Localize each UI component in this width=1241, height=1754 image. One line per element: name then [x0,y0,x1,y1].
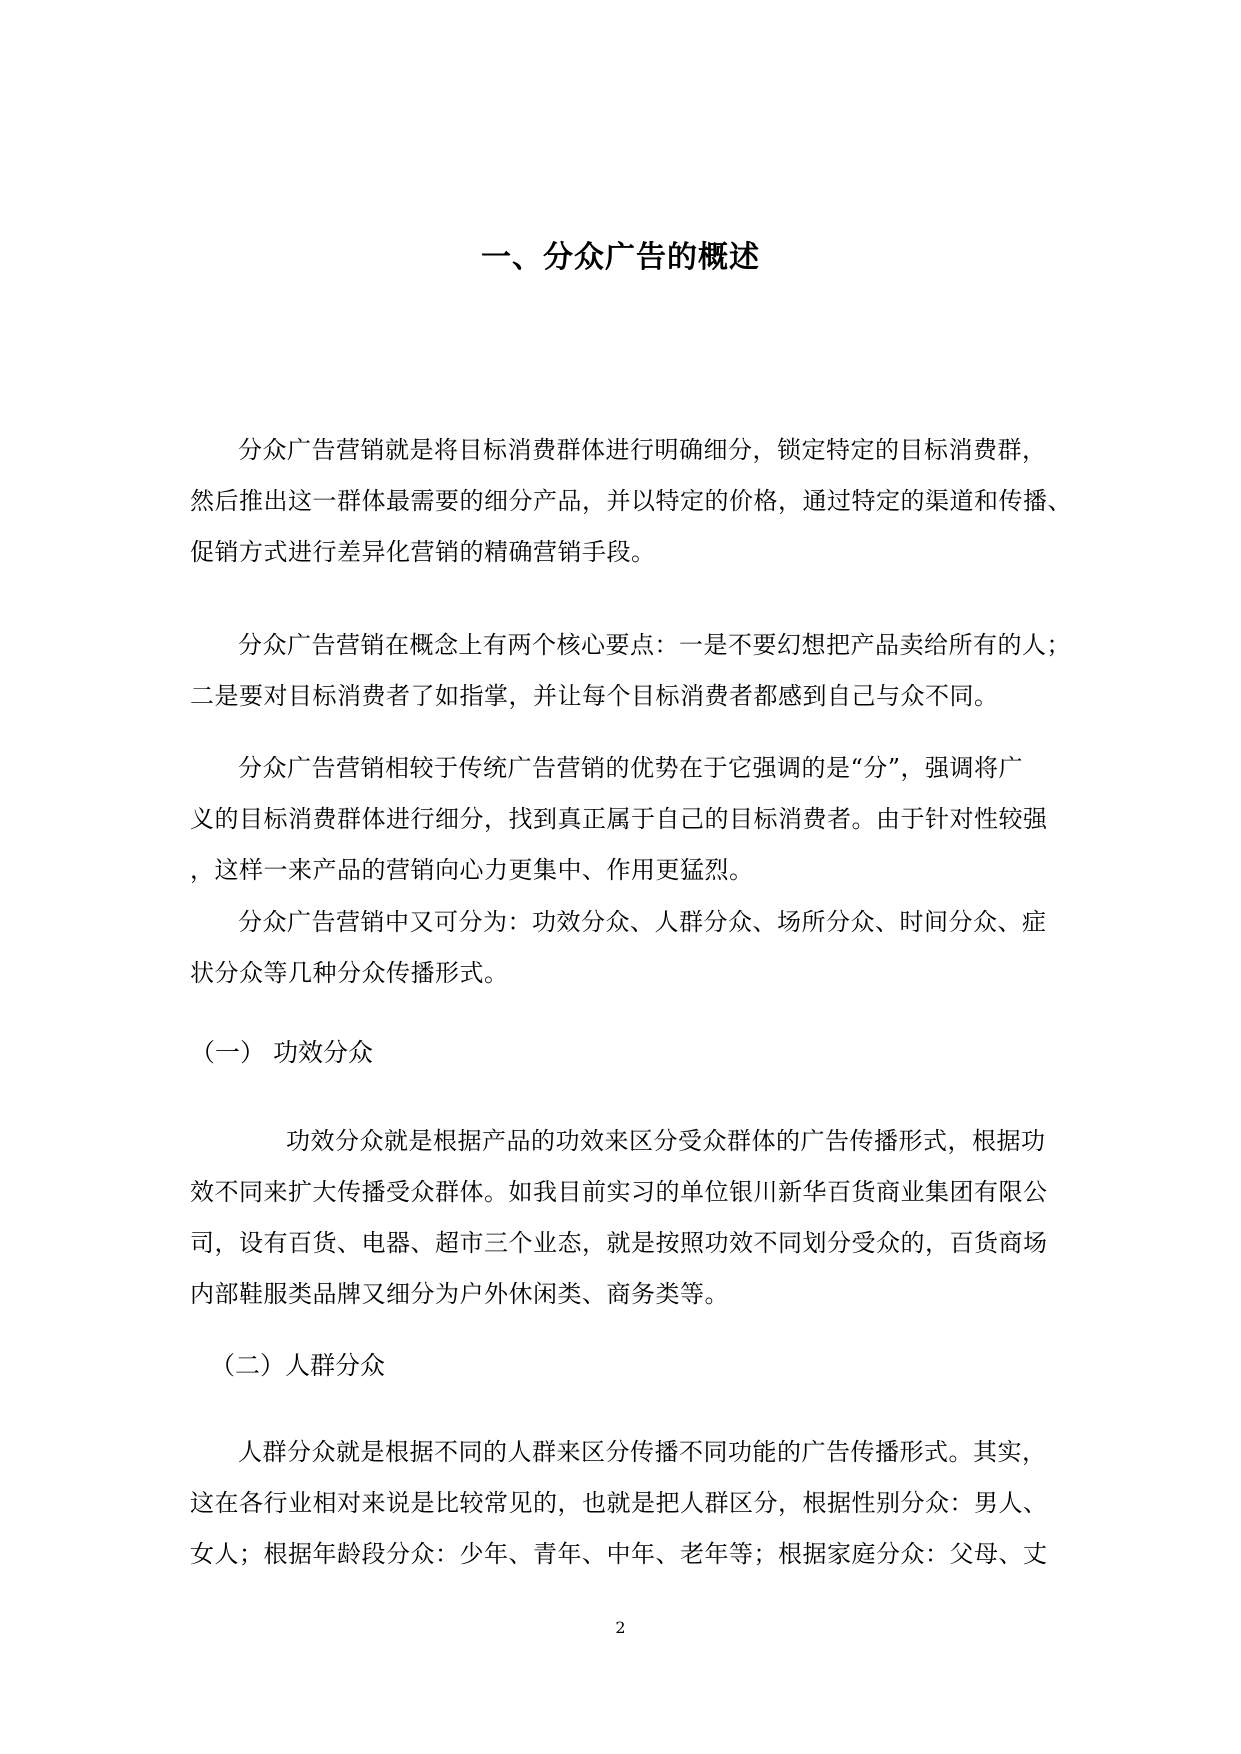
paragraph-core-points [190,620,1071,722]
paragraph-line: 效不同来扩大传播受众群体。如我目前实习的单位银川新华百货商业集团有限公 [190,1178,1048,1206]
paragraph-line: 促销方式进行差异化营销的精确营销手段。 [190,538,656,566]
page-title: 一、分众广告的概述 [481,240,760,275]
section-body-effect [190,1116,1052,1320]
paragraph-line: 分众广告营销在概念上有两个核心要点：一是不要幻想把产品卖给所有的人； [238,631,1071,659]
page-number: 2 [615,1618,626,1637]
paragraph-line: ，这样一来产品的营销向心力更集中、作用更猛烈。 [190,856,754,884]
paragraph-line: 人群分众就是根据不同的人群来区分传播不同功能的广告传播形式。其实， [238,1438,1047,1466]
section-body-crowd [190,1427,1052,1580]
paragraph-types [190,897,1052,999]
section-heading-crowd: （二）人群分众 [210,1351,386,1380]
paragraph-definition [190,425,1072,578]
paragraph-line: 分众广告营销就是将目标消费群体进行明确细分，锁定特定的目标消费群， [238,436,1047,464]
paragraph-line: 这在各行业相对来说是比较常见的，也就是把人群区分，根据性别分众：男人、 [190,1489,1048,1517]
paragraph-line: 内部鞋服类品牌又细分为户外休闲类、商务类等。 [190,1280,729,1308]
paragraph-line: 分众广告营销中又可分为：功效分众、人群分众、场所分众、时间分众、症 [238,908,1047,936]
paragraph-line: 司，设有百货、电器、超市三个业态，就是按照功效不同划分受众的，百货商场 [190,1229,1048,1257]
paragraph-line: 功效分众就是根据产品的功效来区分受众群体的广告传播形式，根据功 [286,1127,1046,1155]
paragraph-line: 然后推出这一群体最需要的细分产品，并以特定的价格，通过特定的渠道和传播、 [190,487,1072,515]
paragraph-line: 女人；根据年龄段分众：少年、青年、中年、老年等；根据家庭分众：父母、丈 [190,1540,1048,1568]
paragraph-advantages [190,743,1052,896]
paragraph-line: 二是要对目标消费者了如指掌，并让每个目标消费者都感到自己与众不同。 [190,682,999,710]
paragraph-line: 义的目标消费群体进行细分，找到真正属于自己的目标消费者。由于针对性较强 [190,805,1048,833]
section-heading-effect: （一） 功效分众 [190,1038,373,1067]
paragraph-line: 状分众等几种分众传播形式。 [190,959,509,987]
paragraph-line: 分众广告营销相较于传统广告营销的优势在于它强调的是“分”，强调将广 [238,754,1024,782]
